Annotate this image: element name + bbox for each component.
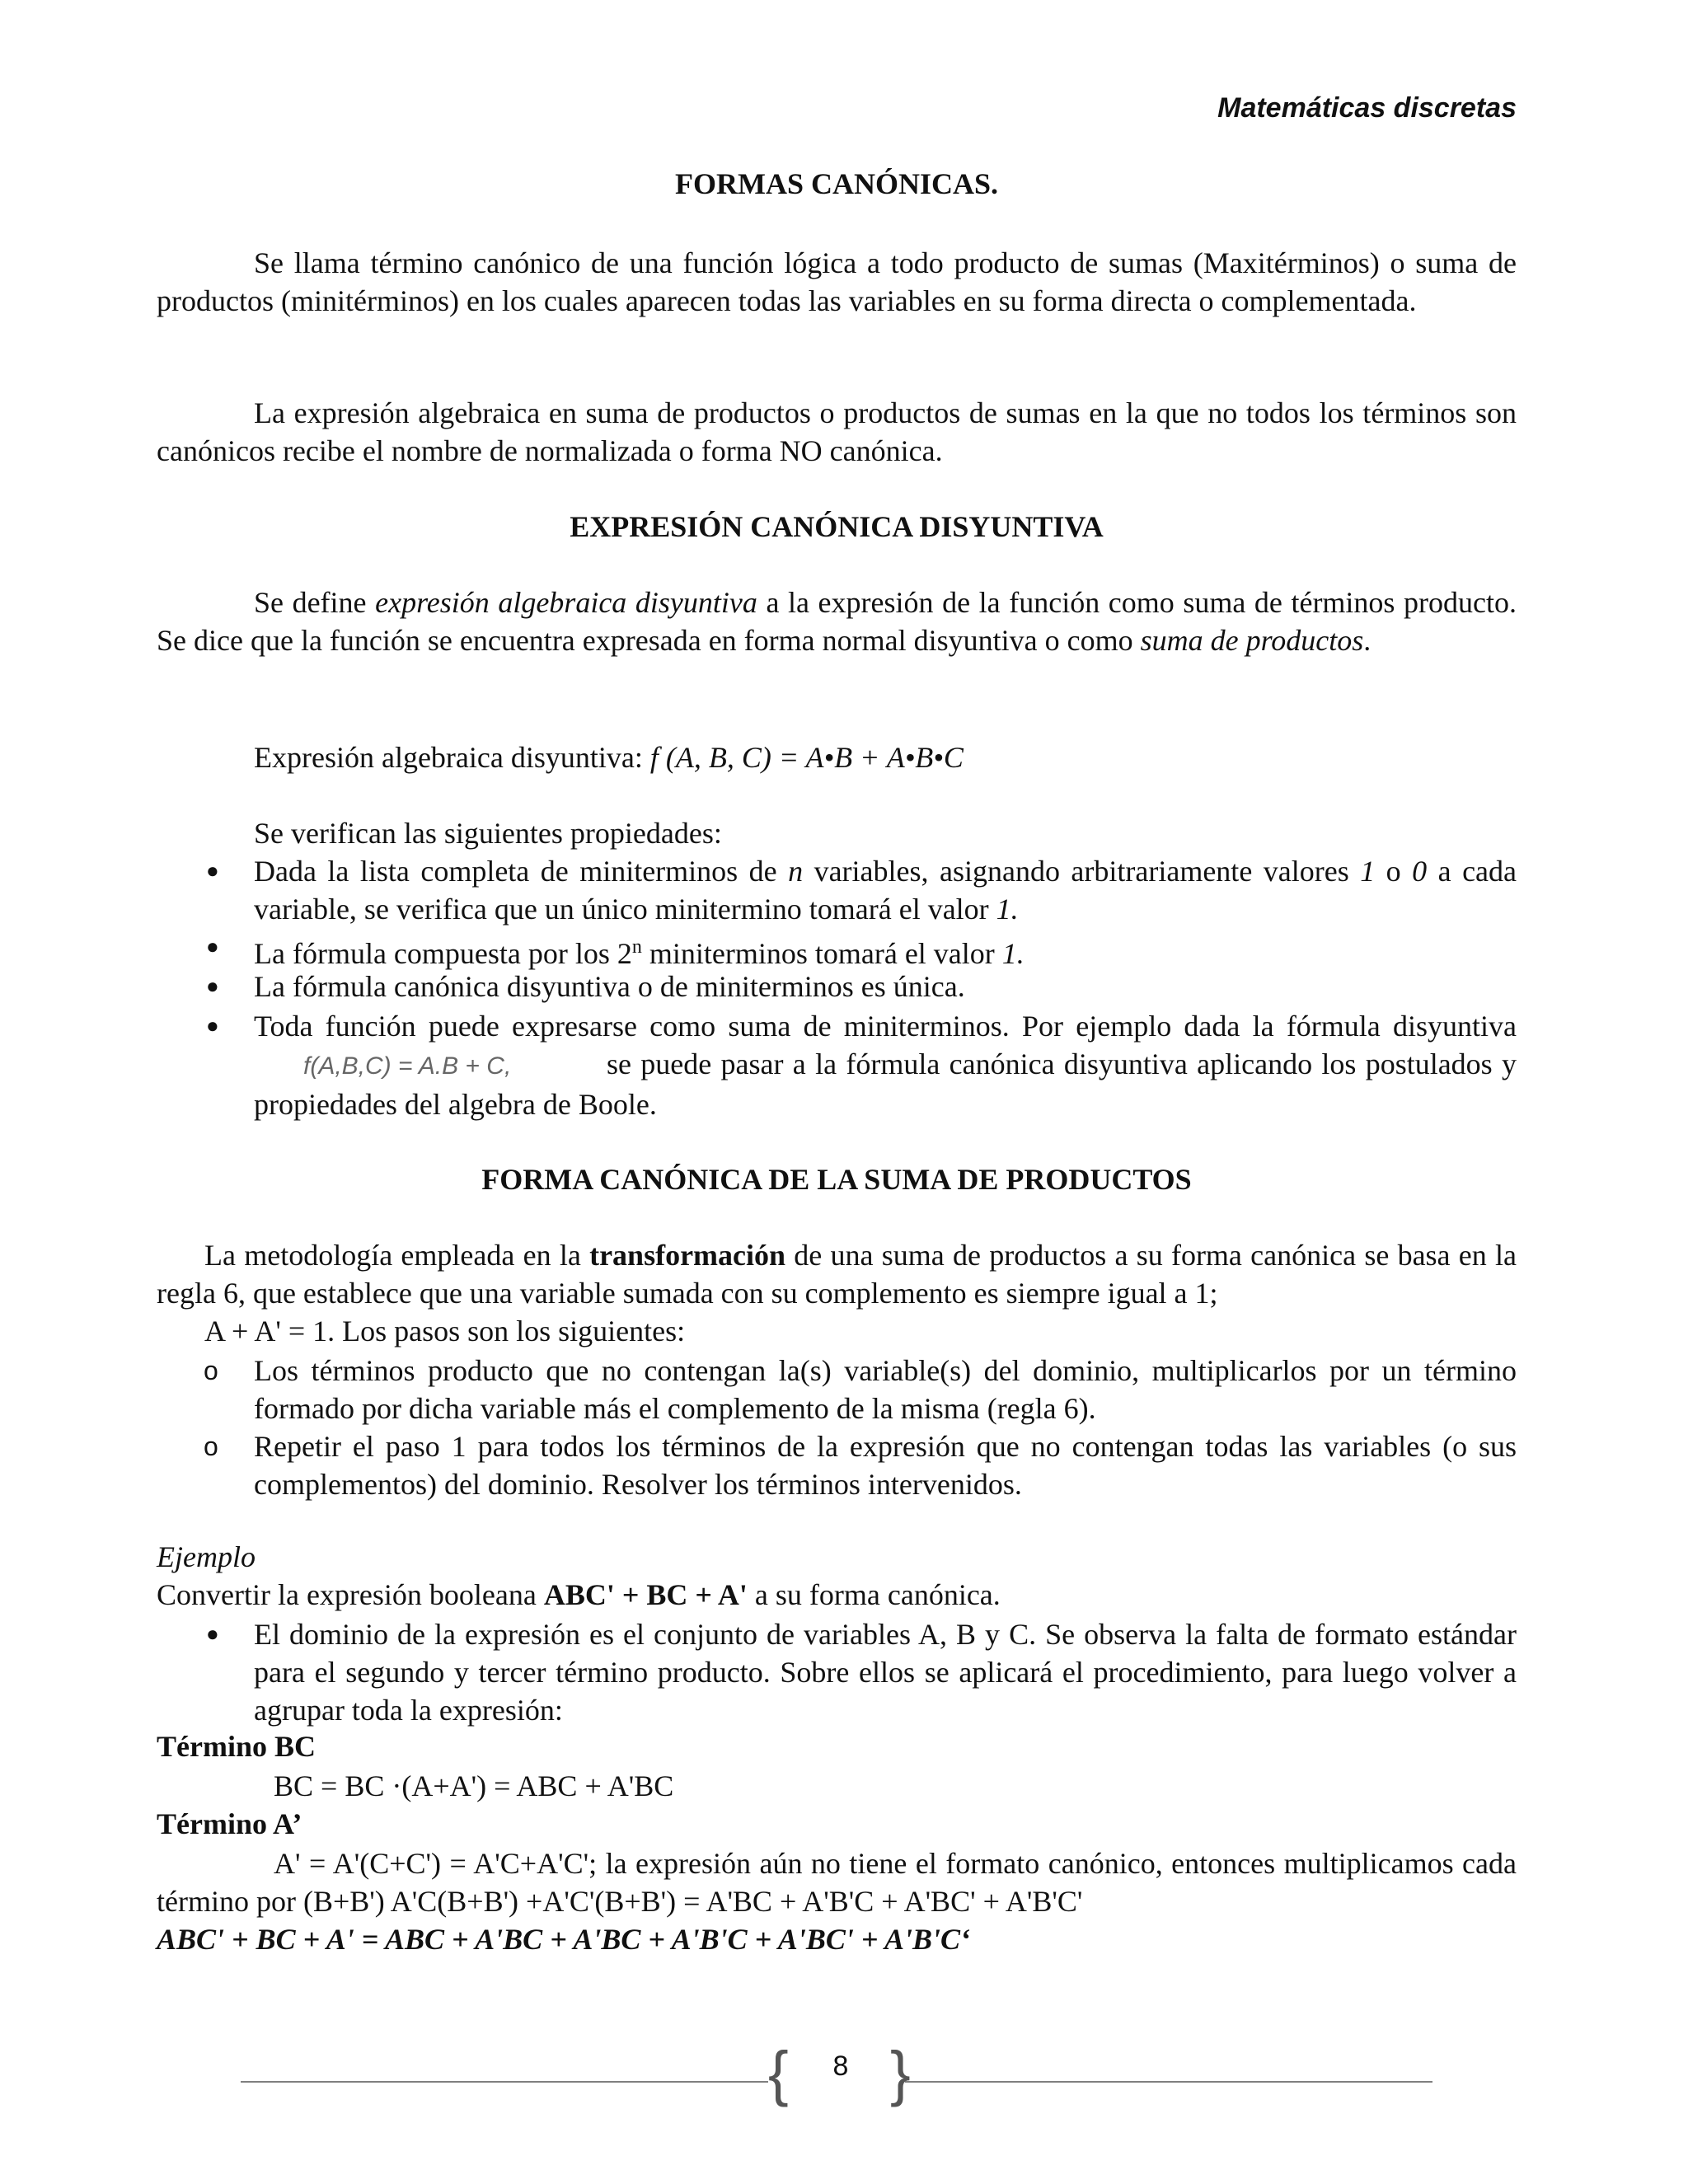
bullet-icon: ●	[206, 974, 219, 998]
list-item-text: La fórmula canónica disyuntiva o de miniterminos es única.	[254, 970, 965, 1003]
text-run: a la expresión de la función como suma de términos producto. Se dice que la función se encuentra expresada en forma normal disyuntiva o como	[157, 586, 1517, 657]
bold-expression: ABC' + BC + A'	[543, 1578, 748, 1611]
italic-value: 1.	[996, 893, 1019, 926]
text-run: Convertir la expresión booleana	[157, 1578, 544, 1611]
term-a-label: Término A’	[157, 1807, 302, 1840]
properties-intro: Se verifican las siguientes propiedades:	[254, 817, 722, 850]
running-header: Matemáticas discretas	[1217, 92, 1517, 124]
italic-var: n	[788, 855, 804, 888]
rule-statement: A + A' = 1. Los pasos son los siguientes:	[204, 1315, 686, 1347]
page-bracket-close: }	[890, 2039, 911, 2107]
footer-rule-left	[241, 2081, 768, 2083]
italic-heading: Ejemplo	[157, 1540, 256, 1573]
bold-term: transformación	[589, 1239, 786, 1272]
text-run: La metodología empleada en la	[204, 1239, 590, 1272]
text-run: Se define	[254, 586, 376, 619]
circle-bullet-icon: o	[204, 1356, 218, 1385]
example-heading	[157, 1538, 256, 1576]
list-item-text	[254, 852, 1517, 928]
formula-image: f(A,B,C) = A.B + C,	[303, 1052, 512, 1080]
final-result-expression: ABC' + BC + A' = ABC + A'BC + A'BC + A'B'C + A'BC' + A'B'C‘	[157, 1923, 971, 1956]
bullet-icon: ●	[206, 1622, 219, 1646]
list-item-text: El dominio de la expresión es el conjunto de variables A, B y C. Se observa la falta de formato estándar para el segundo y tercer término producto. Sobre ellos se aplicará el procedimiento, para luego volver a agrupar toda la expresión:	[254, 1618, 1517, 1727]
text-run: Dada la lista completa de miniterminos de	[254, 855, 789, 888]
text-run: a cada variable, se verifica que un único minitermino tomará el valor	[254, 855, 1517, 926]
bullet-icon: ●	[206, 859, 219, 883]
text-run: .	[1363, 624, 1372, 657]
text-run: variables, asignando arbitrariamente valores	[803, 855, 1361, 888]
paragraph-forma-no-canonica: La expresión algebraica en suma de productos o productos de sumas en la que no todos los términos son canónicos recibe el nombre de normalizada o forma NO canónica.	[157, 396, 1517, 467]
section-title-formas-canonicas: FORMAS CANÓNICAS.	[674, 167, 998, 200]
text-run: La fórmula compuesta por los 2	[254, 937, 632, 970]
page-number: 8	[832, 2050, 849, 2082]
italic-term: expresión algebraica disyuntiva	[375, 586, 757, 619]
section-title-expresion-canonica-disyuntiva: EXPRESIÓN CANÓNICA DISYUNTIVA	[570, 510, 1104, 543]
term-a-expression: A' = A'(C+C') = A'C+A'C'; la expresión aún no tiene el formato canónico, entonces multiplicamos cada término por (B+B') A'C(B+B') +A'C'(B+B') = A'BC + A'B'C + A'BC' + A'B'C'	[157, 1847, 1517, 1918]
example-statement	[157, 1576, 1001, 1614]
list-item-text: Los términos producto que no contengan la(s) variable(s) del dominio, multiplicarlos por un término formado por dicha variable más el complemento de la misma (regla 6).	[254, 1354, 1517, 1425]
paragraph-metodologia	[157, 1236, 1517, 1312]
bullet-icon: ●	[206, 1014, 219, 1038]
text-run: Toda función puede expresarse como suma de miniterminos. Por ejemplo dada la fórmula disyuntiva	[254, 1010, 1517, 1043]
page-bracket-open: {	[768, 2039, 789, 2107]
italic-value: 1	[1360, 855, 1376, 888]
list-item-text	[254, 928, 1517, 972]
paragraph-termino-canonico: Se llama término canónico de una función lógica a todo producto de sumas (Maxitérminos) o suma de productos (minitérminos) en los cuales aparecen todas las variables en su forma directa o complementada.	[157, 246, 1517, 317]
circle-bullet-icon: o	[204, 1432, 218, 1461]
text-run: de una suma de productos a su forma canónica se basa en la regla 6, que establece que una variable sumada con su complemento es siempre igual a 1;	[157, 1239, 1517, 1310]
bullet-icon: ●	[206, 935, 219, 958]
expression-label: Expresión algebraica disyuntiva:	[254, 741, 650, 774]
list-item-text: Repetir el paso 1 para todos los términos de la expresión que no contengan todas las variables (o sus complementos) del dominio. Resolver los términos intervenidos.	[254, 1430, 1517, 1501]
italic-term: suma de productos	[1140, 624, 1364, 657]
superscript-n: n	[631, 936, 642, 958]
paragraph-expresion-disyuntiva	[157, 583, 1517, 659]
footer-rule-right	[905, 2081, 1432, 2083]
expression-disyuntiva-line	[254, 738, 964, 776]
italic-value: 0	[1412, 855, 1428, 888]
text-run: o	[1375, 855, 1413, 888]
section-title-forma-canonica-suma-productos: FORMA CANÓNICA DE LA SUMA DE PRODUCTOS	[481, 1163, 1192, 1196]
italic-value: 1.	[1001, 937, 1025, 970]
term-bc-label: Término BC	[157, 1730, 316, 1763]
term-bc-expression: BC = BC ·(A+A') = ABC + A'BC	[274, 1769, 674, 1802]
list-item-text	[254, 1007, 1517, 1123]
text-run: a su forma canónica.	[747, 1578, 1001, 1611]
text-run: se puede pasar a la fórmula canónica disyuntiva aplicando los postulados y propiedades del algebra de Boole.	[254, 1047, 1517, 1121]
text-run: miniterminos tomará el valor	[641, 937, 1002, 970]
expression-formula: f (A, B, C) = A•B + A•B•C	[649, 741, 964, 774]
